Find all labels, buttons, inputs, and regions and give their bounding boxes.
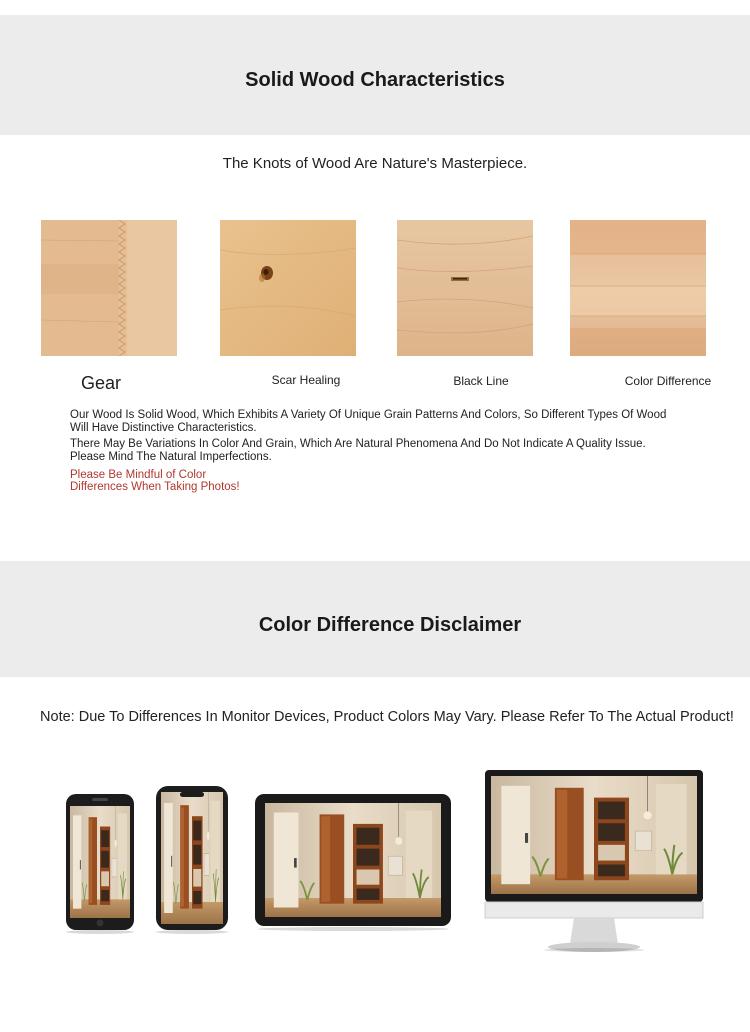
wood-color-difference-image <box>570 220 706 356</box>
finger-joint-wood-image <box>41 220 177 356</box>
photo-warning-line1: Please Be Mindful of Color <box>70 469 207 481</box>
swatch-label-scar-healing: Scar Healing <box>271 373 341 387</box>
phone-image <box>152 784 232 934</box>
section2-title: Color Difference Disclaimer <box>258 614 522 636</box>
section1-subtitle: The Knots of Wood Are Nature's Masterpiece. <box>222 155 528 172</box>
swatch-label-color-difference: Color Difference <box>624 374 712 388</box>
section1-title: Solid Wood Characteristics <box>245 69 505 91</box>
wood-black-line-image <box>397 220 533 356</box>
swatch-label-black-line: Black Line <box>453 374 509 388</box>
photo-warning-line2: Differences When Taking Photos! <box>70 481 240 493</box>
wood-knot-image <box>220 220 356 356</box>
swatch-label-gear: Gear <box>80 373 122 393</box>
monitor-color-note: Note: Due To Differences In Monitor Devices, Product Colors May Vary. Please Refer To The Actual Product! <box>40 709 734 725</box>
wood-description-paragraph: Our Wood Is Solid Wood, Which Exhibits A Variety Of Unique Grain Patterns And Colors, So Different Types Of Wood Will Have Distinctive Characteristics. <box>70 409 667 434</box>
phone-image <box>62 792 138 934</box>
tablet-image <box>252 791 454 931</box>
monitor-image <box>482 768 706 954</box>
variation-notice-paragraph: There May Be Variations In Color And Grain, Which Are Natural Phenomena And Do Not Indicate A Quality Issue. Please Mind The Natural Imperfections. <box>70 438 646 463</box>
section2-header-band <box>0 561 750 677</box>
section1-header-band <box>0 15 750 135</box>
